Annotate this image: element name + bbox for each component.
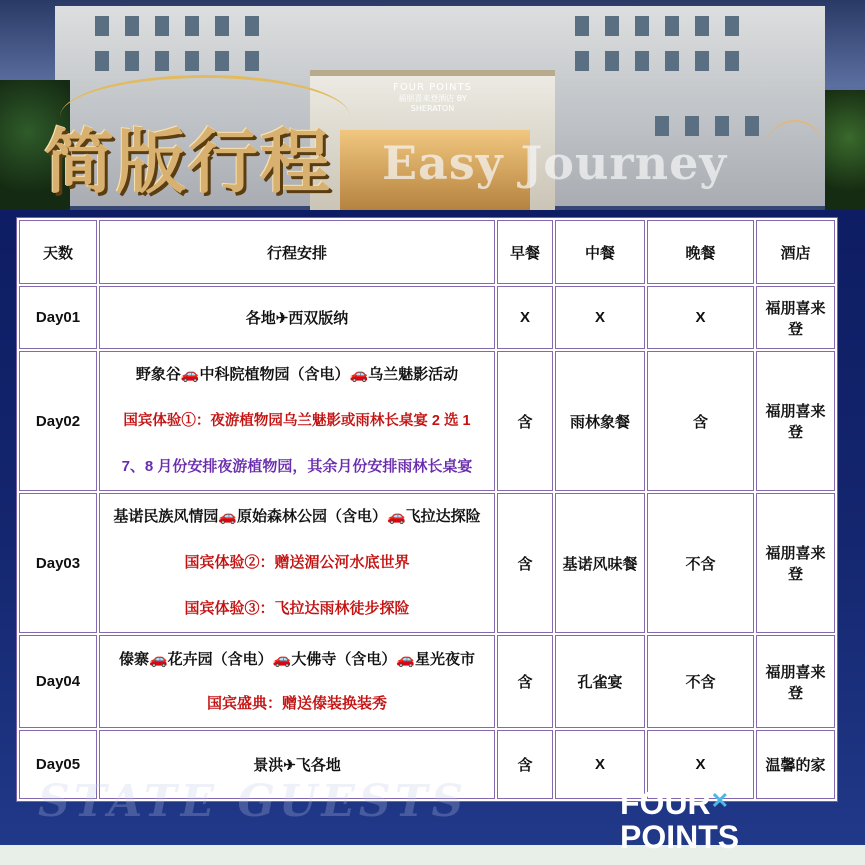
logo-star-icon: ✕ <box>710 788 730 813</box>
vip-experience-note: 国宾体验①：夜游植物园乌兰魅影或雨林长桌宴 2 选 1 <box>123 413 471 429</box>
breakfast-cell: 含 <box>497 493 553 633</box>
schedule-line: 各地✈西双版纳 <box>245 310 349 327</box>
schedule-cell <box>99 286 495 349</box>
dinner-cell: 不含 <box>647 635 754 728</box>
hotel-cell: 温馨的家 <box>756 730 835 799</box>
schedule-cell <box>99 635 495 728</box>
hotel-cell: 福朋喜来登 <box>756 286 835 349</box>
schedule-line: 傣寨🚗花卉园（含电）🚗大佛寺（含电）🚗星光夜市 <box>118 650 476 668</box>
hotel-sign-line2: 福朋喜来登酒店 BY SHERATON <box>398 94 467 113</box>
breakfast-cell: X <box>497 286 553 349</box>
hotel-sign-line1: FOUR POINTS <box>393 82 472 93</box>
day-cell: Day03 <box>19 493 97 633</box>
schedule-line: 基诺民族风情园🚗原始森林公园（含电）🚗飞拉达探险 <box>113 508 481 525</box>
header-schedule: 行程安排 <box>99 220 495 284</box>
table-header-row <box>19 220 835 284</box>
schedule-note: 7、8 月份安排夜游植物园，其余月份安排雨林长桌宴 <box>121 458 473 475</box>
page-title: 简版行程 <box>44 120 332 203</box>
page-title-en: Easy Journey <box>382 136 728 190</box>
table-row <box>19 351 835 491</box>
hotel-sign <box>385 82 480 113</box>
table-row <box>19 635 835 728</box>
state-guests-watermark: STATE GUESTS <box>38 776 468 827</box>
breakfast-cell: 含 <box>497 351 553 491</box>
header-lunch: 中餐 <box>555 220 645 284</box>
vip-experience-note: 国宾盛典：赠送傣装换装秀 <box>206 694 387 712</box>
hotel-cell: 福朋喜来登 <box>756 635 835 728</box>
lunch-cell: X <box>555 730 645 799</box>
dinner-cell: 不含 <box>647 493 754 633</box>
day-cell: Day02 <box>19 351 97 491</box>
trees-right <box>825 90 865 210</box>
itinerary-table <box>16 217 838 802</box>
table-row <box>19 493 835 633</box>
day-cell: Day05 <box>19 730 97 799</box>
vip-experience-note: 国宾体验②：赠送湄公河水底世界 <box>184 554 410 571</box>
header-dinner: 晚餐 <box>647 220 754 284</box>
header-day: 天数 <box>19 220 97 284</box>
breakfast-cell: 含 <box>497 635 553 728</box>
lunch-cell: 孔雀宴 <box>555 635 645 728</box>
schedule-cell <box>99 493 495 633</box>
header-hotel: 酒店 <box>756 220 835 284</box>
header-breakfast: 早餐 <box>497 220 553 284</box>
vip-experience-note: 国宾体验③：飞拉达雨林徒步探险 <box>184 600 410 617</box>
lunch-cell: X <box>555 286 645 349</box>
dinner-cell: X <box>647 286 754 349</box>
table-row <box>19 286 835 349</box>
logo-line2: POINTS <box>620 819 740 855</box>
lunch-cell: 基诺风味餐 <box>555 493 645 633</box>
day-cell: Day04 <box>19 635 97 728</box>
schedule-cell <box>99 351 495 491</box>
lunch-cell: 雨林象餐 <box>555 351 645 491</box>
four-points-logo <box>620 784 739 854</box>
schedule-line: 景洪✈飞各地 <box>253 757 341 774</box>
schedule-line: 野象谷🚗中科院植物园（含电）🚗乌兰魅影活动 <box>135 366 459 383</box>
hotel-cell: 福朋喜来登 <box>756 493 835 633</box>
day-cell: Day01 <box>19 286 97 349</box>
dinner-cell: X <box>647 730 754 799</box>
bridge-lights <box>765 120 825 182</box>
hotel-cell: 福朋喜来登 <box>756 351 835 491</box>
breakfast-cell: 含 <box>497 730 553 799</box>
dinner-cell: 含 <box>647 351 754 491</box>
logo-line1: FOUR <box>620 785 711 821</box>
